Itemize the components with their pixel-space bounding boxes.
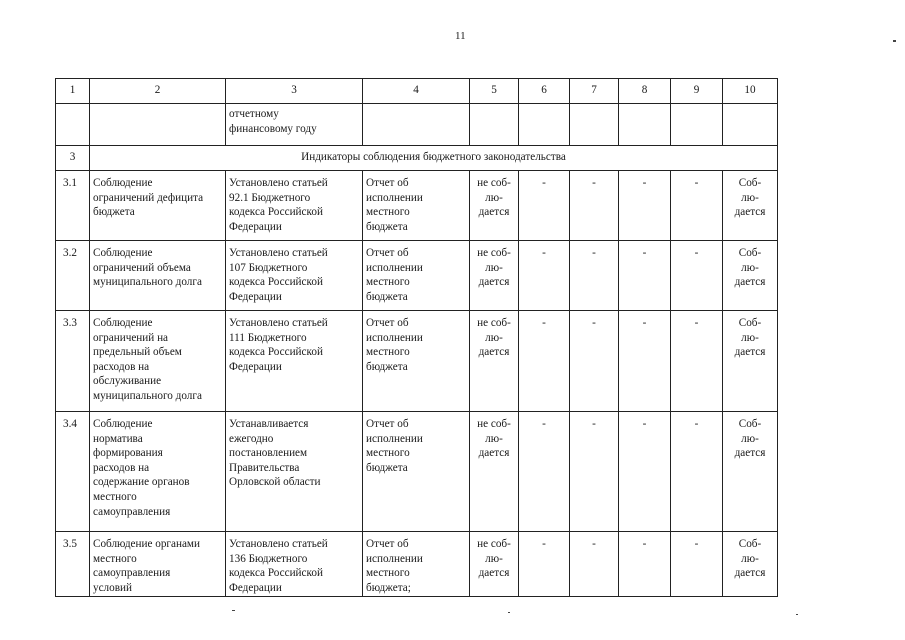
scan-speck — [893, 40, 896, 42]
table-rule — [55, 145, 778, 146]
value-col9: - — [694, 177, 699, 189]
status-col10: Соб- лю- дается — [734, 247, 766, 289]
status-col5: не соб- лю- дается — [477, 418, 511, 460]
indicator-name: Соблюдение ограничений на предельный объем расходов на обслуживание муниципального долга — [93, 317, 202, 402]
table-rule — [518, 170, 519, 597]
table-rule — [469, 170, 470, 597]
column-header-2: 2 — [154, 84, 161, 96]
indicator-name: Соблюдение ограничений объема муниципального долга — [93, 247, 202, 289]
status-col10: Соб- лю- дается — [734, 418, 766, 460]
data-source: Отчет об исполнении местного бюджета — [366, 247, 423, 303]
status-col10: Соб- лю- дается — [734, 177, 766, 219]
value-col7: - — [592, 317, 596, 329]
scan-speck — [508, 612, 510, 613]
page-number: 11 — [455, 30, 466, 42]
indicator-name: Соблюдение ограничений дефицита бюджета — [93, 177, 204, 219]
column-header-9: 9 — [693, 84, 700, 96]
value-col6: - — [542, 177, 546, 189]
status-col5: не соб- лю- дается — [477, 538, 511, 580]
value-col8: - — [642, 317, 647, 329]
legal-basis: Установлено статьей 136 Бюджетного кодекса Российской Федерации — [229, 538, 328, 594]
legal-basis: Устанавливается ежегодно постановлением Правительства Орловской области — [229, 418, 321, 489]
data-source: Отчет об исполнении местного бюджета; — [366, 538, 423, 594]
legal-basis: Установлено статьей 111 Бюджетного кодекса Российской Федерации — [229, 317, 328, 373]
value-col9: - — [694, 538, 699, 550]
status-col10: Соб- лю- дается — [734, 317, 766, 359]
data-source: Отчет об исполнении местного бюджета — [366, 418, 423, 474]
scan-speck — [232, 610, 235, 611]
row-number: 3.1 — [63, 177, 77, 189]
value-col6: - — [542, 538, 546, 550]
value-col7: - — [592, 538, 596, 550]
column-header-10: 10 — [744, 84, 756, 96]
value-col7: - — [592, 418, 596, 430]
row-number: 3.3 — [63, 317, 77, 329]
section-title: Индикаторы соблюдения бюджетного законодательства — [301, 151, 566, 163]
continuation-text: отчетному финансовому году — [229, 108, 317, 135]
legal-basis: Установлено статьей 107 Бюджетного кодекса Российской Федерации — [229, 247, 328, 303]
indicator-name: Соблюдение норматива формирования расходов на содержание органов местного самоуправления — [93, 418, 190, 518]
row-number: 3.2 — [63, 247, 77, 259]
indicators-table — [55, 78, 777, 596]
data-source: Отчет об исполнении местного бюджета — [366, 177, 423, 233]
value-col7: - — [592, 247, 596, 259]
status-col10: Соб- лю- дается — [734, 538, 766, 580]
data-source: Отчет об исполнении местного бюджета — [366, 317, 423, 373]
column-header-1: 1 — [69, 84, 76, 96]
value-col9: - — [694, 247, 699, 259]
value-col8: - — [642, 538, 647, 550]
column-header-8: 8 — [641, 84, 648, 96]
column-header-5: 5 — [491, 84, 497, 96]
value-col7: - — [592, 177, 596, 189]
value-col6: - — [542, 317, 546, 329]
table-rule — [618, 170, 619, 597]
indicator-name: Соблюдение органами местного самоуправления условий — [93, 538, 200, 594]
column-header-7: 7 — [591, 84, 597, 96]
status-col5: не соб- лю- дается — [477, 247, 511, 289]
status-col5: не соб- лю- дается — [477, 177, 511, 219]
section-number: 3 — [69, 151, 76, 163]
row-number: 3.5 — [63, 538, 77, 550]
row-number: 3.4 — [63, 418, 77, 430]
value-col9: - — [694, 418, 699, 430]
column-header-4: 4 — [413, 84, 419, 96]
table-rule — [670, 170, 671, 597]
legal-basis: Установлено статьей 92.1 Бюджетного кодекса Российской Федерации — [229, 177, 328, 233]
column-header-6: 6 — [541, 84, 547, 96]
value-col6: - — [542, 247, 546, 259]
value-col8: - — [642, 177, 647, 189]
value-col8: - — [642, 247, 647, 259]
table-rule — [722, 170, 723, 597]
table-rule — [777, 78, 778, 597]
table-rule — [569, 170, 570, 597]
value-col6: - — [542, 418, 546, 430]
status-col5: не соб- лю- дается — [477, 317, 511, 359]
value-col9: - — [694, 317, 699, 329]
column-header-3: 3 — [291, 84, 297, 96]
value-col8: - — [642, 418, 647, 430]
scan-speck — [796, 614, 798, 615]
